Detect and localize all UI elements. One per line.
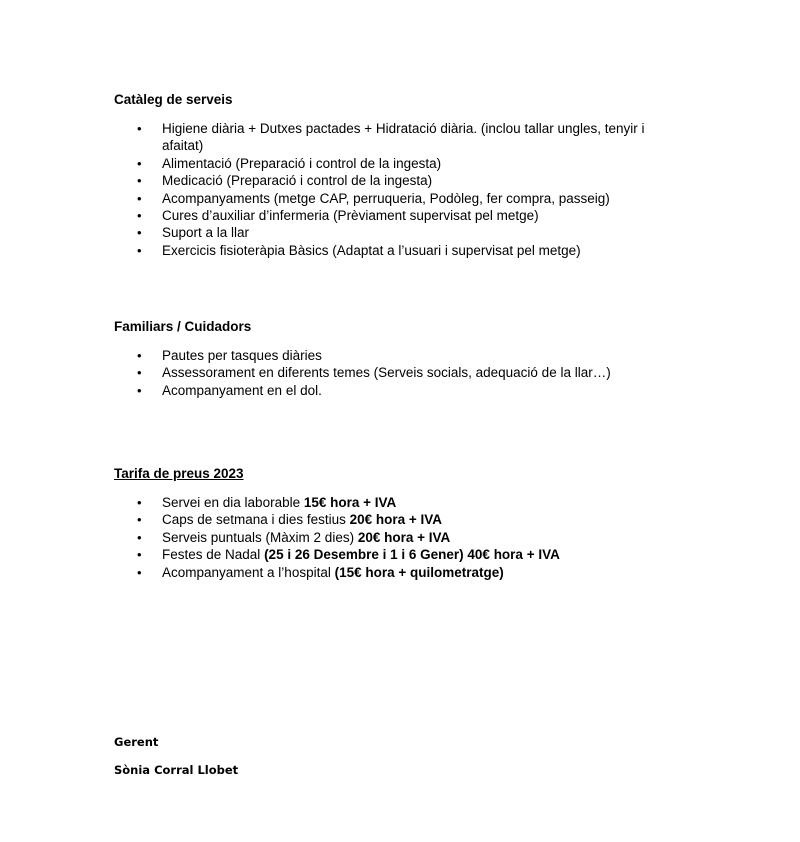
list-item: • Acompanyaments (metge CAP, perruqueria, Podòleg, fer compra, passeig): [137, 190, 610, 206]
list-item: • Cures d’auxiliar d’infermeria (Prèviament supervisat pel metge): [137, 208, 539, 224]
list-item: • Servei en dia laborable 15€ hora + IVA: [137, 495, 397, 510]
familiars-list: [0, 347, 662, 399]
bullet-icon: •: [137, 155, 142, 171]
familiars-heading: Familiars / Cuidadors: [114, 319, 252, 334]
price: (25 i 26 Desembre i 1 i 6 Gener) 40€ hora + IVA: [264, 547, 560, 563]
list-item: • Acompanyament en el dol.: [137, 382, 322, 398]
price: 15€ hora + IVA: [303, 495, 397, 510]
bullet-icon: •: [137, 208, 142, 224]
bullet-icon: •: [137, 173, 142, 189]
signature-name: Sònia Corral Llobet: [114, 763, 239, 777]
bullet-icon: •: [137, 190, 142, 206]
price: 20€ hora + IVA: [349, 512, 443, 528]
bullet-icon: •: [137, 564, 142, 580]
list-item: • Caps de setmana i dies festius 20€ hora + IVA: [137, 512, 443, 528]
list-item: • Acompanyament a l’hospital (15€ hora + quilometratge): [137, 564, 504, 580]
bullet-icon: •: [137, 382, 142, 398]
list-item: • Higiene diària + Dutxes pactades + Hidratació diària. (inclou tallar ungles, tenyir i afaitat): [137, 121, 645, 154]
cataleg-list: [0, 120, 662, 259]
list-item: • Serveis puntuals (Màxim 2 dies) 20€ hora + IVA: [137, 529, 451, 545]
list-item: • Medicació (Preparació i control de la ingesta): [137, 173, 433, 189]
bullet-icon: •: [137, 348, 142, 363]
list-item: • Pautes per tasques diàries: [137, 348, 322, 363]
bullet-icon: •: [137, 547, 142, 563]
bullet-icon: •: [137, 529, 142, 545]
bullet-icon: •: [137, 225, 142, 241]
price: (15€ hora + quilometratge): [334, 564, 504, 580]
tarifa-list: [0, 494, 662, 581]
list-item: • Alimentació (Preparació i control de la ingesta): [137, 155, 442, 171]
bullet-icon: •: [137, 365, 142, 381]
list-item: • Suport a la llar: [137, 225, 250, 241]
list-item: • Exercicis fisioteràpia Bàsics (Adaptat a l’usuari i supervisat pel metge): [137, 242, 581, 258]
tarifa-heading: Tarifa de preus 2023: [114, 466, 244, 481]
bullet-icon: •: [137, 495, 142, 510]
list-item: • Festes de Nadal (25 i 26 Desembre i 1 i 6 Gener) 40€ hora + IVA: [137, 547, 560, 563]
list-item: • Assessorament en diferents temes (Serveis socials, adequació de la llar…): [137, 365, 611, 381]
bullet-icon: •: [137, 121, 142, 136]
signature-role: Gerent: [114, 735, 159, 749]
bullet-icon: •: [137, 512, 142, 528]
price: 20€ hora + IVA: [357, 529, 451, 545]
cataleg-heading: Catàleg de serveis: [114, 92, 233, 107]
bullet-icon: •: [137, 242, 142, 258]
